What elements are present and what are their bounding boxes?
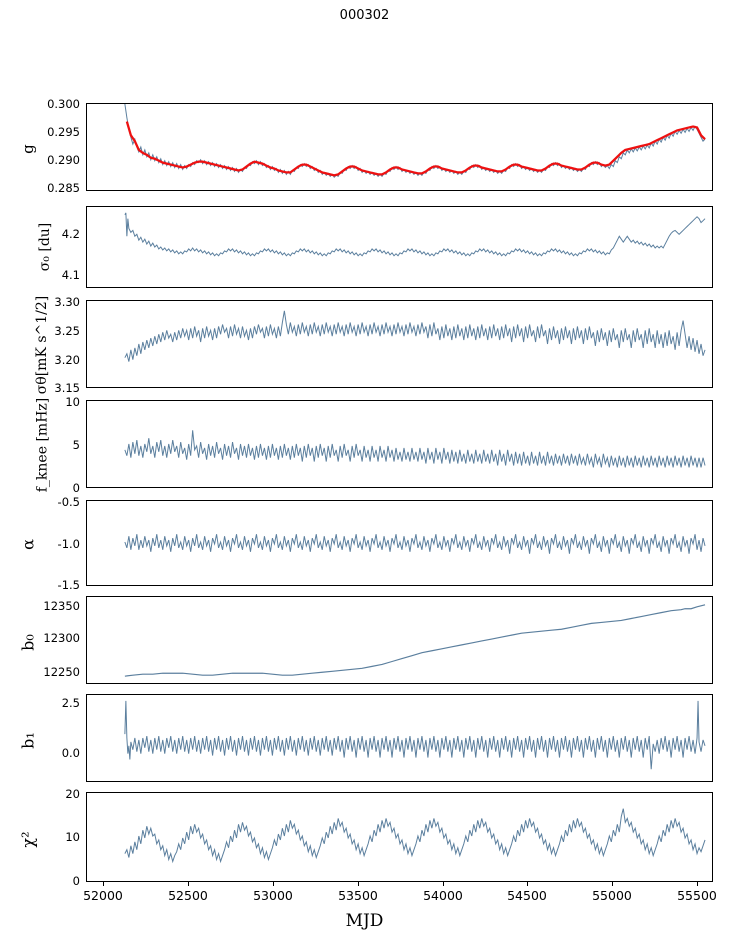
panel-g [86,103,713,191]
panel-sigma0-plot [87,207,712,287]
ytick-g-3: 0.285 [47,181,80,195]
xtick-mark-3 [358,882,359,886]
series-sigma0 [125,213,705,256]
panel-b0 [86,596,713,684]
ytick-b0-2: 12250 [43,665,80,679]
ytick-sigma-theta-0: 3.30 [54,295,80,309]
xtick-label-3: 53500 [338,888,378,903]
panel-g-plot [87,104,712,190]
series-b0 [125,605,705,676]
ytick-b1-1: 0.0 [61,746,80,760]
panel-b1-plot [87,695,712,781]
series-g-model [127,122,705,176]
xtick-label-7: 55500 [677,888,717,903]
ytick-fknee-1: 5 [72,438,80,452]
xtick-mark-2 [273,882,274,886]
panel-alpha [86,500,713,586]
figure-title: 000302 [339,8,390,23]
ytick-b1-0: 2.5 [61,696,80,710]
ytick-g-1: 0.295 [47,125,80,139]
ytick-sigma-theta-1: 3.25 [54,324,80,338]
ytick-sigma-theta-3: 3.15 [54,381,80,395]
panel-sigma0 [86,206,713,288]
series-g-data [125,104,705,177]
ytick-fknee-2: 0 [72,481,80,495]
xtick-mark-5 [527,882,528,886]
ytick-b0-0: 12350 [43,599,80,613]
ylabel-g: g [19,144,37,154]
series-b1 [125,701,705,769]
ylabel-sigma0: σ₀ [du] [37,222,53,272]
ylabel-alpha: α [18,539,38,550]
ytick-sigma0-0: 4.2 [61,227,80,241]
xtick-label-0: 52000 [83,888,123,903]
ytick-fknee-0: 10 [65,395,80,409]
ytick-sigma0-1: 4.1 [61,268,80,282]
ytick-g-0: 0.300 [47,97,80,111]
xtick-mark-0 [103,882,104,886]
ylabel-b0: b₀ [18,634,38,651]
series-fknee [125,430,705,467]
xtick-mark-6 [612,882,613,886]
panel-chi2-plot [87,793,712,881]
xtick-label-5: 54500 [507,888,547,903]
panel-b1 [86,694,713,782]
ylabel-fknee: f_knee [mHz] [34,397,51,493]
panel-b0-plot [87,597,712,683]
xtick-mark-1 [188,882,189,886]
ytick-chi2-1: 10 [65,830,80,844]
ytick-alpha-1: -1.0 [57,537,80,551]
panel-fknee [86,400,713,488]
panel-sigma-theta-plot [87,301,712,387]
ytick-g-2: 0.290 [47,153,80,167]
ytick-chi2-0: 20 [65,787,80,801]
series-alpha [125,534,705,554]
ytick-alpha-2: -1.5 [57,578,80,592]
xtick-mark-7 [697,882,698,886]
ylabel-chi2: χ² [18,831,38,848]
panel-chi2 [86,792,713,882]
ytick-chi2-2: 0 [72,874,80,888]
series-chi2 [125,809,705,862]
panel-alpha-plot [87,501,712,585]
xtick-label-2: 53000 [253,888,293,903]
ylabel-sigma-theta: σθ[mK s^1/2] [34,295,50,395]
ytick-sigma-theta-2: 3.20 [54,353,80,367]
xtick-label-1: 52500 [168,888,208,903]
panel-fknee-plot [87,401,712,487]
xaxis-label: MJD [345,911,384,931]
xtick-label-6: 55000 [592,888,632,903]
ytick-alpha-0: -0.5 [57,495,80,509]
ylabel-b1: b₁ [18,732,38,749]
xtick-mark-4 [443,882,444,886]
series-sigma-theta [125,311,705,362]
xtick-label-4: 54000 [423,888,463,903]
ytick-b0-1: 12300 [43,631,80,645]
panel-sigma-theta [86,300,713,388]
